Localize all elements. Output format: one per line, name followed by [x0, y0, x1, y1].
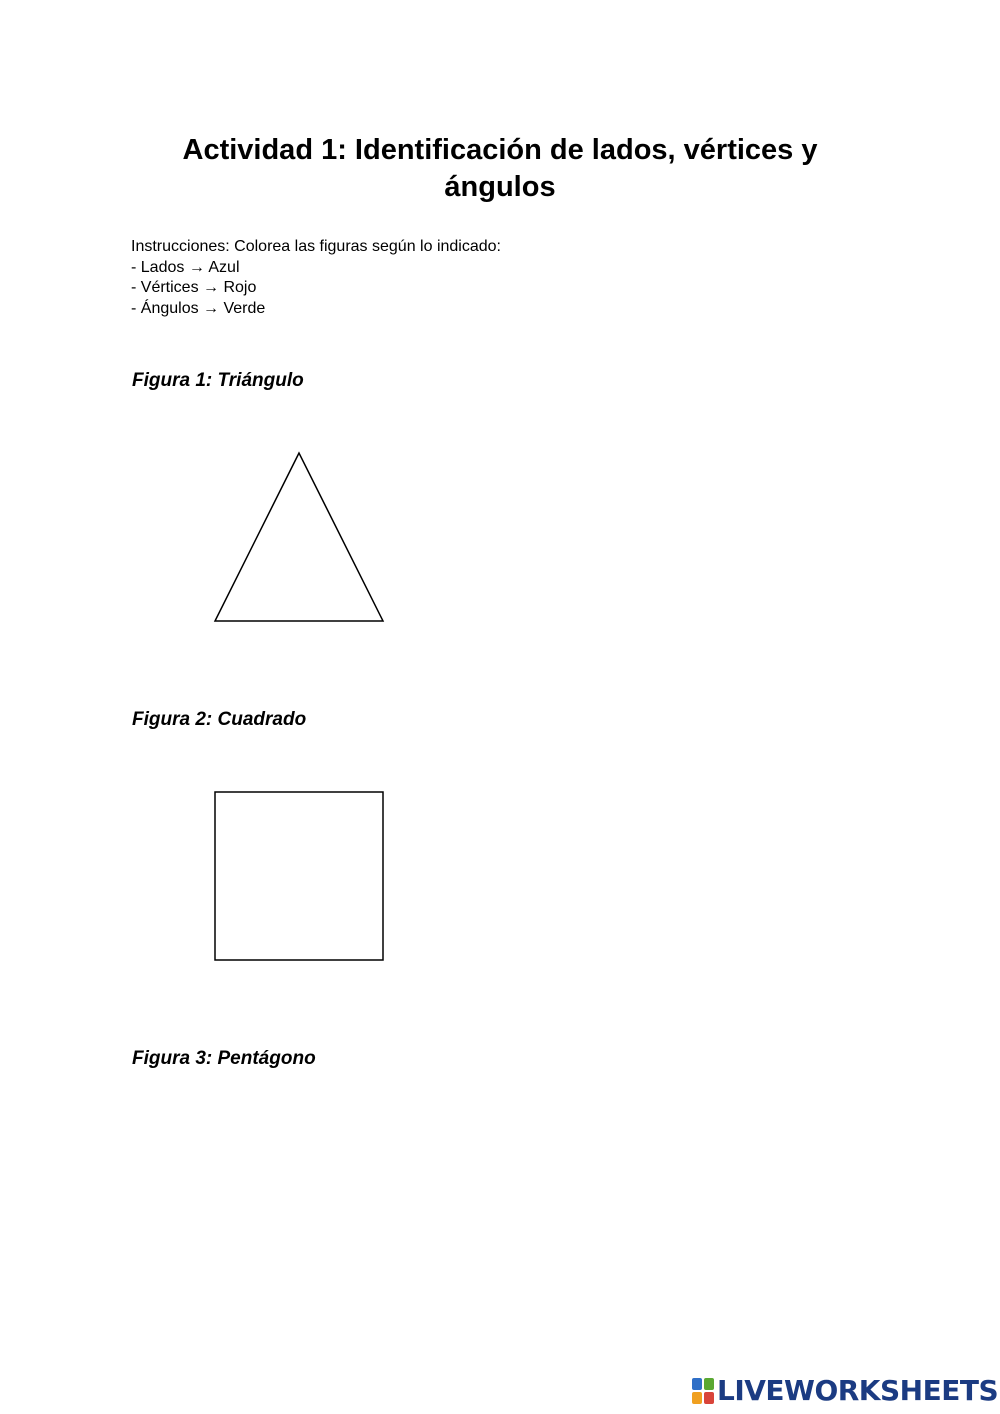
square-shape[interactable]: [215, 792, 383, 960]
triangle-figure[interactable]: [210, 448, 390, 628]
figure-3-heading: Figura 3: Pentágono: [132, 1048, 316, 1069]
liveworksheets-logo: [692, 1374, 998, 1408]
liveworksheets-logo-text: LIVEWORKSHEETS: [717, 1374, 999, 1407]
instructions: [131, 237, 501, 319]
triangle-shape[interactable]: [215, 453, 383, 621]
square-figure[interactable]: [210, 787, 390, 967]
instructions-intro: Instrucciones: Colorea las figuras según lo indicado:: [131, 238, 501, 255]
instruction-item-lados: - Lados → Azul: [131, 258, 240, 276]
liveworksheets-logo-icon: [692, 1378, 714, 1404]
figure-1-heading: Figura 1: Triángulo: [132, 370, 304, 391]
instruction-item-vertices: - Vértices → Rojo: [131, 279, 257, 296]
page-title: Actividad 1: Identificación de lados, vértices y ángulos: [182, 134, 818, 203]
figure-2-heading: Figura 2: Cuadrado: [132, 709, 307, 730]
instruction-item-angulos: - Ángulos → Verde: [131, 299, 266, 317]
